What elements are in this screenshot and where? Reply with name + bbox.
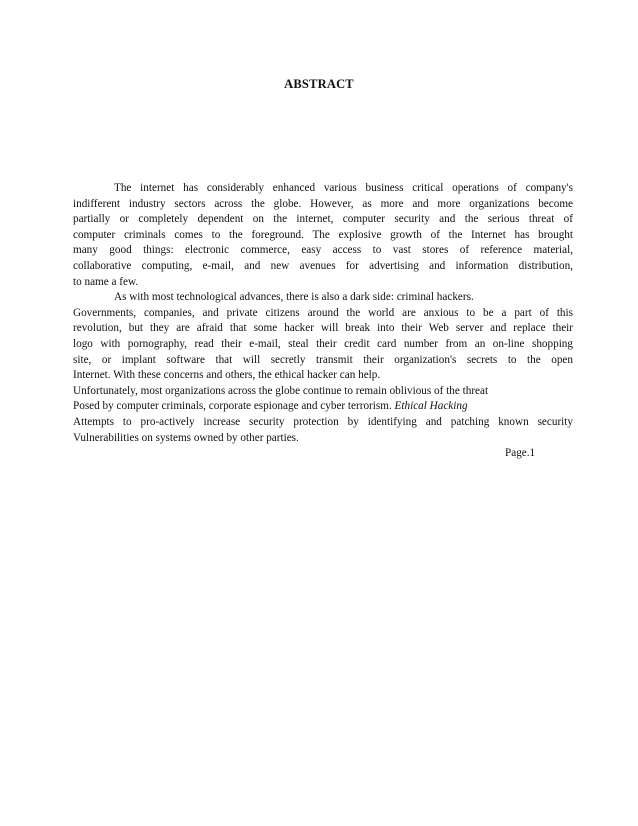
text-line: partially or completely dependent on the internet, computer security and the serious threat of bbox=[73, 213, 573, 226]
abstract-body bbox=[73, 181, 573, 446]
text-line: Vulnerabilities on systems owned by other parties. bbox=[73, 431, 299, 444]
text-line: Unfortunately, most organizations across the globe continue to remain oblivious of the threat bbox=[73, 384, 489, 397]
text-line: As with most technological advances, there is also a dark side: criminal hackers. bbox=[114, 291, 474, 304]
text-line: Internet. With these concerns and others, the ethical hacker can help. bbox=[73, 369, 381, 382]
text-line: Governments, companies, and private citizens around the world are anxious to be a part of this bbox=[73, 306, 573, 319]
emphasis-text: Ethical Hacking bbox=[394, 400, 468, 413]
text-line: site, or implant software that will secretly transmit their organization's secrets to the open bbox=[73, 353, 573, 366]
page-number: Page.1 bbox=[505, 447, 536, 459]
page-title: ABSTRACT bbox=[284, 77, 354, 91]
text-line: revolution, but they are afraid that some hacker will break into their Web server and replace their bbox=[73, 322, 573, 335]
text-line-with-emphasis bbox=[73, 399, 573, 415]
text-line: computer criminals comes to the foreground. The explosive growth of the Internet has brought bbox=[73, 228, 573, 241]
text-line: logo with pornography, read their e-mail, steal their credit card number from an on-line shopping bbox=[73, 337, 573, 350]
text-line: to name a few. bbox=[73, 275, 139, 288]
text-line: Attempts to pro-actively increase security protection by identifying and patching known security bbox=[73, 415, 573, 428]
text-fragment: Posed by computer criminals, corporate espionage and cyber terrorism. bbox=[73, 400, 392, 413]
text-line: many good things: electronic commerce, easy access to vast stores of reference material, bbox=[73, 244, 573, 257]
text-line: The internet has considerably enhanced various business critical operations of company's bbox=[114, 182, 573, 194]
text-line: indifferent industry sectors across the globe. However, as more and more organizations become bbox=[73, 197, 573, 210]
text-line: collaborative computing, e-mail, and new avenues for advertising and information distribution, bbox=[73, 259, 573, 272]
